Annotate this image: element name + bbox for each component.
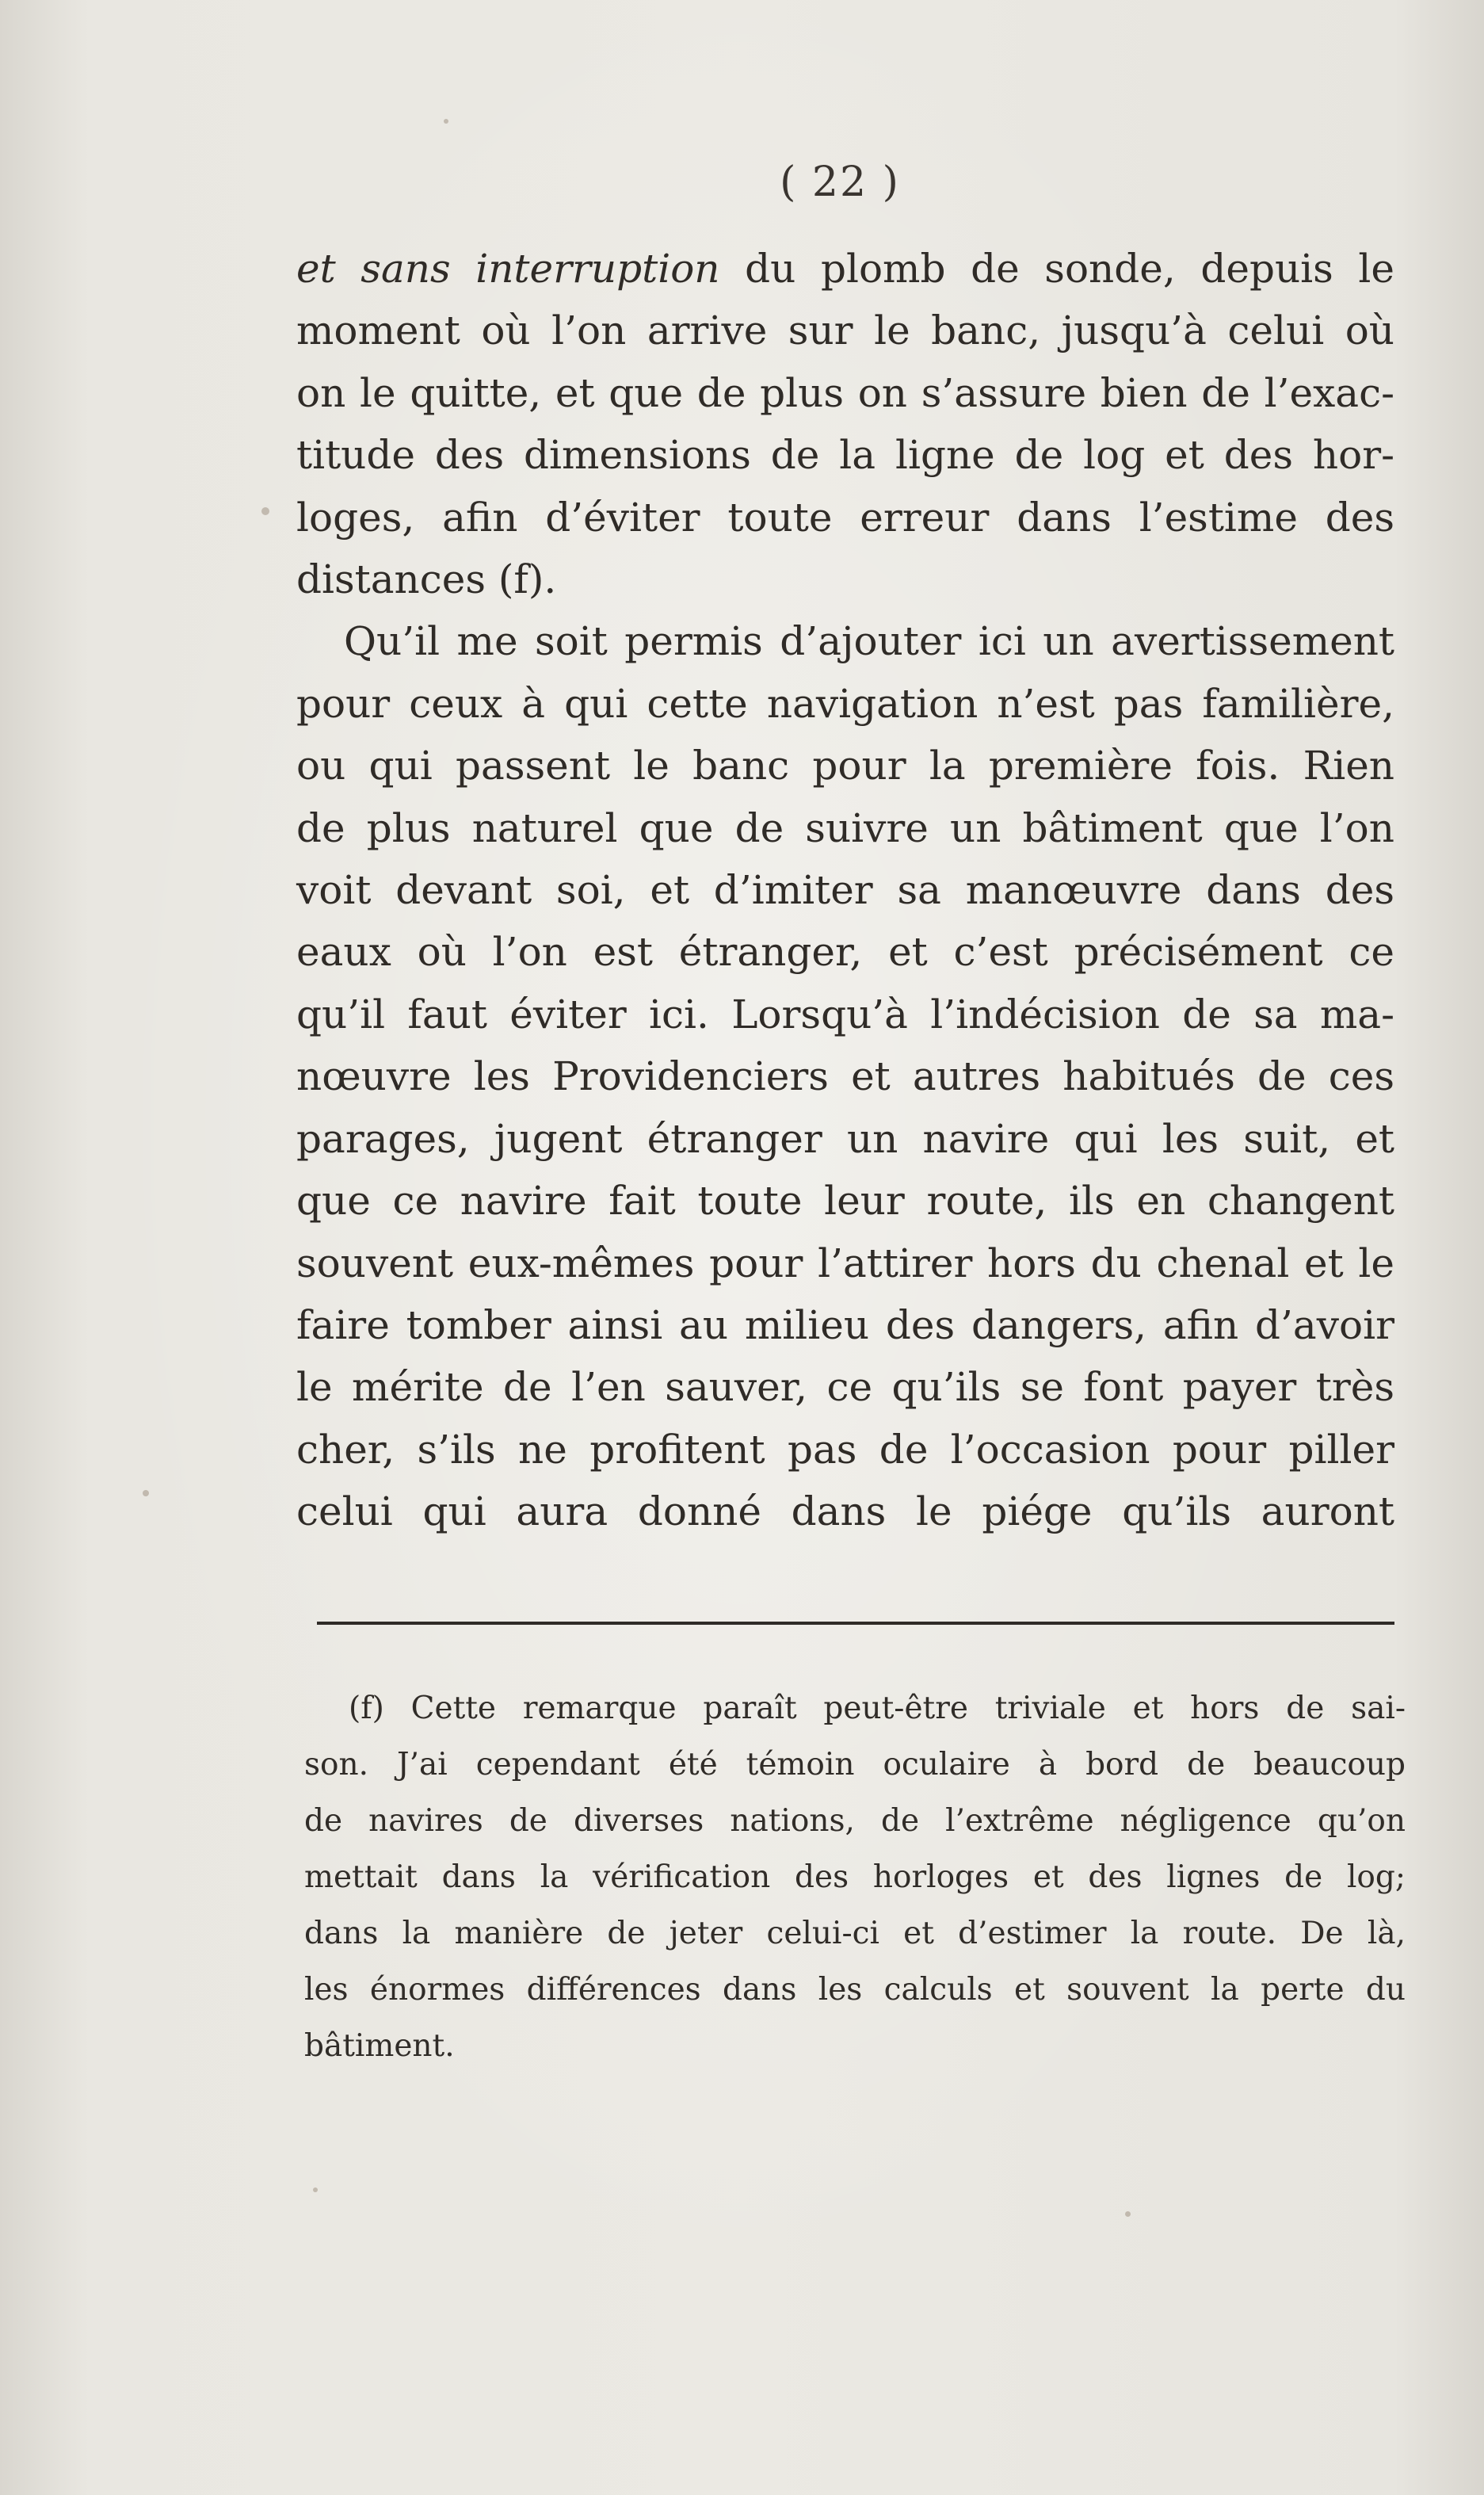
footnote-divider xyxy=(317,1622,1394,1625)
footnote-line: les énormes différences dans les calculs et souvent la perte du xyxy=(304,1972,1406,2008)
text-line: celui qui aura donné dans le piége qu’ils auront xyxy=(296,1488,1394,1535)
text-line: parages, jugent étranger un navire qui les suit, et xyxy=(296,1115,1394,1162)
paper-spot xyxy=(143,1490,149,1496)
text-line: que ce navire fait toute leur route, ils en changent xyxy=(296,1178,1394,1225)
text-line: eaux où l’on est étranger, et c’est précisément ce xyxy=(296,929,1394,976)
footnote-line: bâtiment. xyxy=(304,2028,455,2064)
text-fragment: du plomb de sonde, depuis le xyxy=(719,246,1394,292)
footnote-line: dans la manière de jeter celui-ci et d’estimer la route. De là, xyxy=(304,1916,1406,1951)
footnote-line: de navires de diverses nations, de l’extrême négligence qu’on xyxy=(304,1803,1406,1839)
text-line: pour ceux à qui cette navigation n’est pas familière, xyxy=(296,680,1394,727)
paper-spot xyxy=(261,507,269,515)
page-number: ( 22 ) xyxy=(780,159,900,206)
footnote-line: (f) Cette remarque paraît peut-être triviale et hors de sai- xyxy=(349,1691,1406,1726)
text-line: distances (f). xyxy=(296,556,557,603)
text-line: voit devant soi, et d’imiter sa manœuvre dans des xyxy=(296,867,1394,914)
italic-phrase: et sans interruption xyxy=(296,246,720,292)
text-line: faire tomber ainsi au milieu des dangers, afin d’avoir xyxy=(296,1301,1394,1348)
footnote-line: mettait dans la vérification des horloges et des lignes de log; xyxy=(304,1859,1406,1895)
footnote-line: son. J’ai cependant été témoin oculaire à bord de beaucoup xyxy=(304,1747,1406,1782)
text-line: moment où l’on arrive sur le banc, jusqu’à celui où xyxy=(296,308,1394,354)
paper-spot xyxy=(444,119,448,124)
text-line: nœuvre les Providenciers et autres habitués de ces xyxy=(296,1053,1394,1100)
body-text xyxy=(296,238,1394,1543)
text-line: titude des dimensions de la ligne de log et des hor- xyxy=(296,432,1394,479)
text-line: de plus naturel que de suivre un bâtiment que l’on xyxy=(296,804,1394,851)
text-line: cher, s’ils ne profitent pas de l’occasion pour piller xyxy=(296,1426,1394,1473)
text-line: ou qui passent le banc pour la première fois. Rien xyxy=(296,743,1394,789)
footnote xyxy=(304,1680,1406,2074)
text-line xyxy=(296,238,1394,300)
paper-spot xyxy=(1125,2211,1131,2217)
text-line: le mérite de l’en sauver, ce qu’ils se font payer très xyxy=(296,1364,1394,1411)
paragraph-start-line: Qu’il me soit permis d’ajouter ici un avertissement xyxy=(344,618,1394,665)
text-line: loges, afin d’éviter toute erreur dans l’estime des xyxy=(296,494,1394,541)
text-line: souvent eux-mêmes pour l’attirer hors du chenal et le xyxy=(296,1240,1394,1286)
text-line: on le quitte, et que de plus on s’assure bien de l’exac- xyxy=(296,369,1394,416)
text-line: qu’il faut éviter ici. Lorsqu’à l’indécision de sa ma- xyxy=(296,991,1394,1037)
paper-spot xyxy=(313,2187,318,2192)
